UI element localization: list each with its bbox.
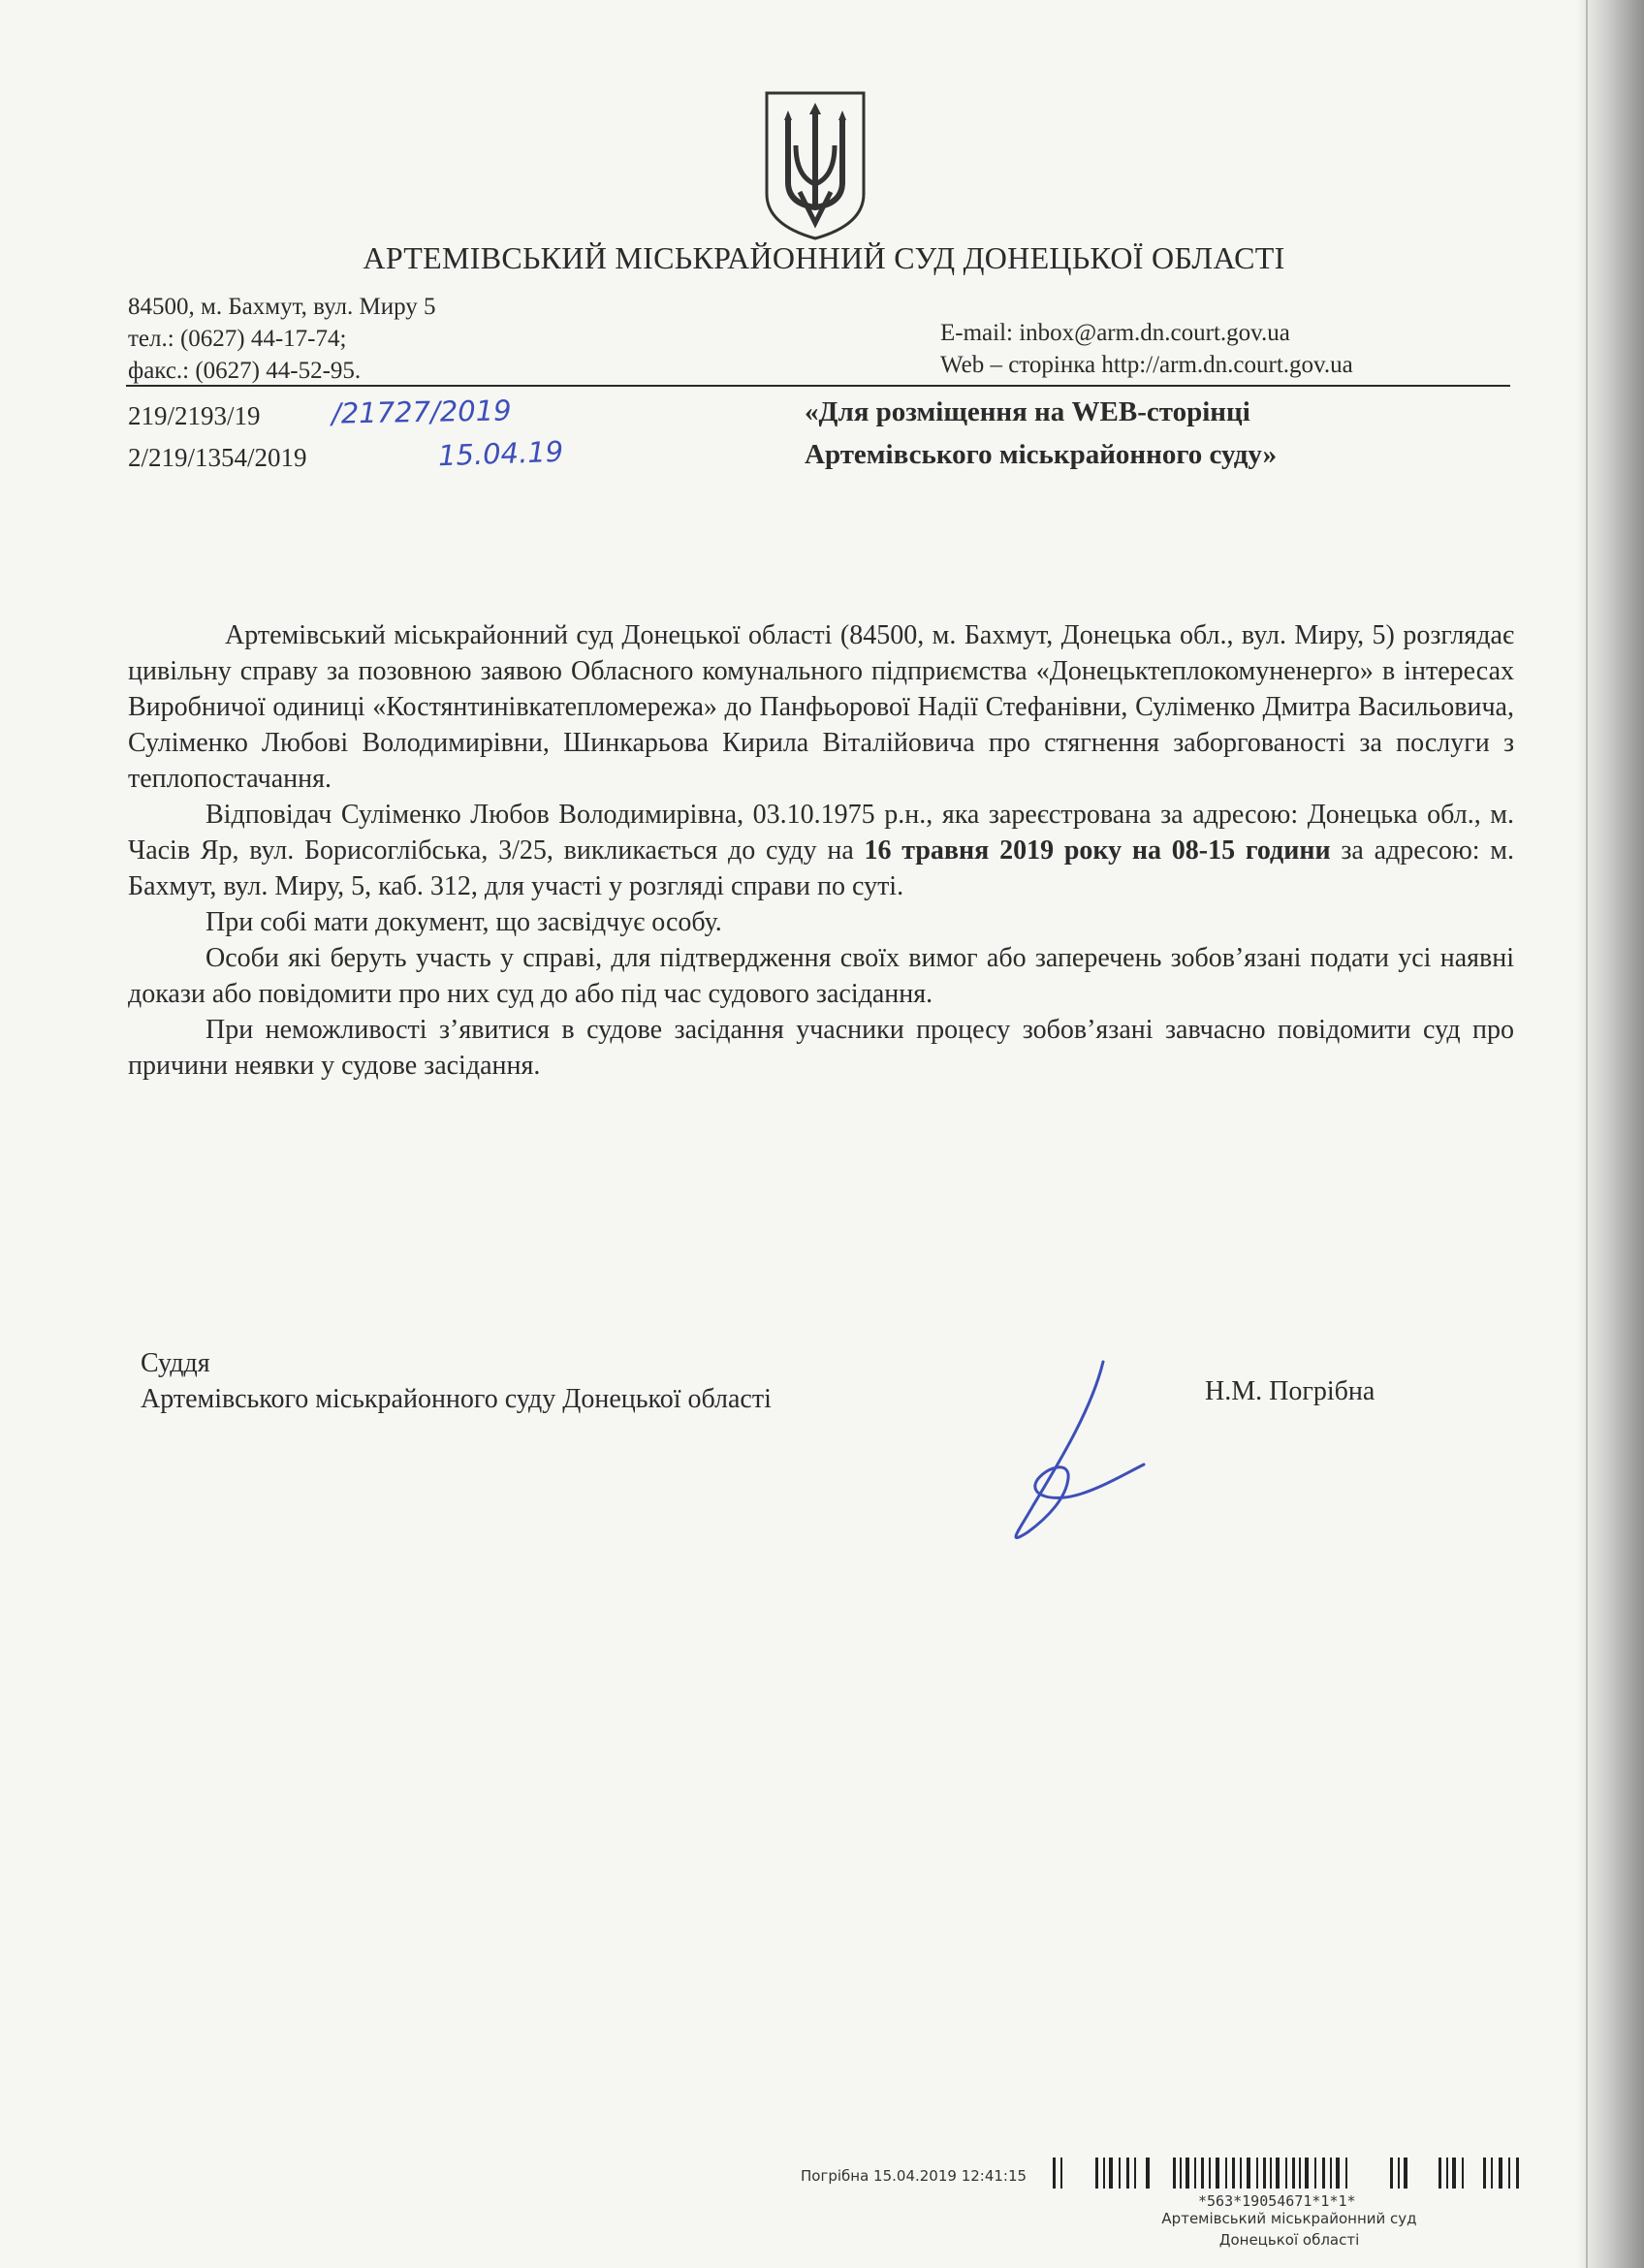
stamp-org-line2: Донецької області [1218,2231,1360,2249]
web-publication-note [805,391,1277,476]
trident-coat-of-arms-icon [761,89,869,242]
proceeding-number: 2/219/1354/2019 [128,443,307,472]
web-note-line2: Артемівського міськрайонного суду» [805,439,1278,470]
scan-edge-line [1586,0,1588,2268]
case-number: 219/2193/19 [128,401,261,430]
judge-court: Артемівського міськрайонного суду Донецької області [141,1384,772,1414]
court-contacts-right [940,317,1353,381]
court-title: АРТЕМІВСЬКИЙ МІСЬКРАЙОННИЙ СУД ДОНЕЦЬКОЇ ОБЛАСТІ [363,240,1285,275]
judge-name: Н.М. Погрібна [1205,1376,1375,1406]
handwritten-date: 15.04.19 [437,434,564,473]
header-divider [126,385,1510,387]
registration-stamp-org [1144,2208,1435,2251]
paragraph-summons [128,797,1514,904]
web-note-line1: «Для розміщення на WEB-сторінці [805,396,1250,427]
court-email: E-mail: inbox@arm.dn.court.gov.ua [940,320,1290,346]
handwritten-signature [998,1352,1163,1546]
summons-body [128,617,1514,1084]
court-web: Web – сторінка http://arm.dn.court.gov.ua [940,352,1353,378]
court-address: 84500, м. Бахмут, вул. Миру 5 [128,294,436,320]
paragraph-evidence: Особи які беруть участь у справі, для підтвердження своїх вимог або заперечень зобов’язані подати усі наявні докази або повідомити про них суд до або під час судового засідання. [128,943,1514,1009]
court-phone: тел.: (0627) 44-17-74; [128,326,347,352]
summons-text-end: за адресою: м. Бахмут, вул. Миру, 5, каб. 312, для участі у розгляді справи по суті. [128,835,1515,901]
judge-signature-block [141,1345,772,1417]
summons-text-start: Відповідач Суліменко Любов Володимирівна, 03.10.1975 р.н., яка зареєстрована за адресою: Донецька обл., м. Часів Яр, вул. Борисоглібська, 3/25, викликається до суду на [128,800,1514,866]
paragraph-absence: При неможливості з’явитися в судове засідання учасники процесу зобов’язані завчасно повідомити суд про причини неявки у судове засідання. [128,1015,1514,1081]
paragraph-id-document: При собі мати документ, що засвідчує особу. [206,907,722,937]
court-fax: факс.: (0627) 44-52-95. [128,358,362,384]
judge-title: Суддя [141,1348,210,1378]
hearing-date-time: 16 травня 2019 року на 08-15 години [864,835,1331,866]
paragraph-case-description: Артемівський міськрайонний суд Донецької області (84500, м. Бахмут, Донецька обл., вул. Миру, 5) розглядає цивільну справу за позовною заявою Обласного комунального підприємства «Донецьктеплокомуненерго» в інтересах Виробничої одиниці «Костянтинівкатепломережа» до Панфьорової Надії Стефанівни, Суліменко Дмитра Васильовича, Суліменко Любові Володимирівни, Шинкарьова Кирила Віталійовича про стягнення заборгованості за послуги з теплопостачання. [128,620,1514,794]
registration-stamp-line: Погрібна 15.04.2019 12:41:15 [801,2167,1028,2185]
barcode-number: *563*19054671*1*1* [1198,2192,1356,2210]
handwritten-reference: /21727/2019 [331,394,512,430]
case-references [128,395,307,479]
stamp-org-line1: Артемівський міськрайонний суд [1161,2210,1417,2227]
registration-barcode [1051,2158,1526,2189]
court-contacts-left [128,291,436,387]
